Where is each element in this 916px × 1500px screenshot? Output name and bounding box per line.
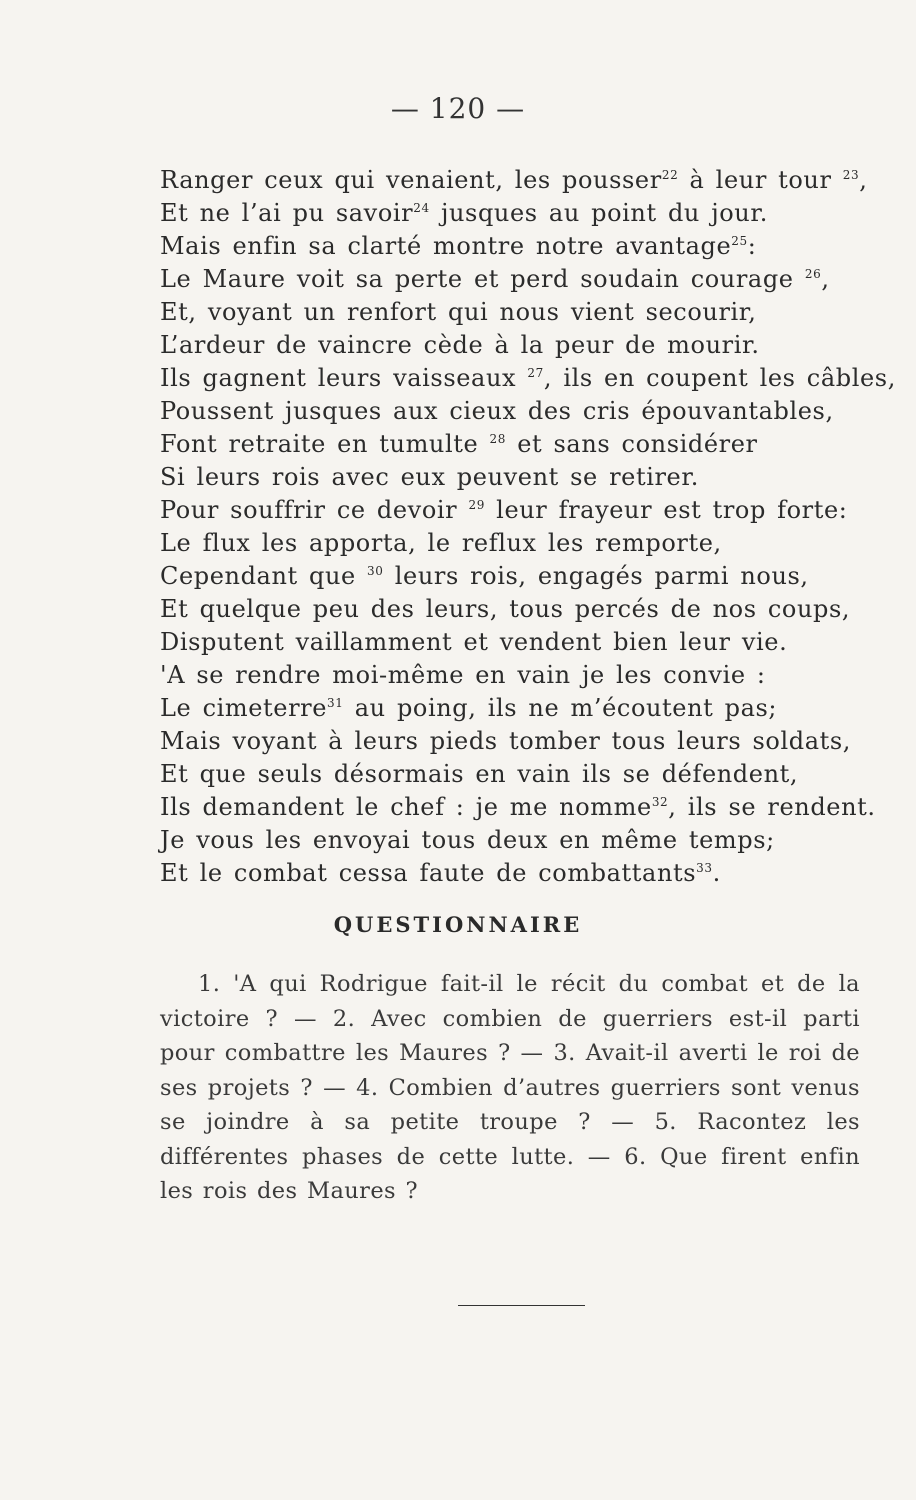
verse-line <box>160 692 850 725</box>
verse-text: 'A se rendre moi-même en vain je les convie : <box>160 661 766 689</box>
verse-line <box>160 428 850 461</box>
footnote-marker: 28 <box>489 432 507 446</box>
verse-text: Mais enfin sa clarté montre notre avantage <box>160 232 732 260</box>
footnote-marker: 23 <box>842 168 860 182</box>
verse-text: Poussent jusques aux cieux des cris épouvantables, <box>160 397 834 425</box>
questionnaire-text <box>160 967 860 1209</box>
footnote-marker: 25 <box>731 234 748 248</box>
verse-line <box>160 461 850 494</box>
verse-text: Et ne l’ai pu savoir <box>160 199 414 227</box>
verse-line <box>160 626 850 659</box>
verse-text-continued: à leur tour <box>678 166 843 194</box>
footnote-marker: 33 <box>696 861 713 875</box>
verse-text: Disputent vaillamment et vendent bien leur vie. <box>160 628 788 656</box>
verse-line <box>160 560 850 593</box>
verse-text: Et que seuls désormais en vain ils se défendent, <box>160 760 799 788</box>
verse-line <box>160 296 850 329</box>
footnote-marker: 27 <box>527 366 544 380</box>
verse-text-continued: leurs rois, engagés parmi nous, <box>383 562 809 590</box>
verse-line <box>160 494 850 527</box>
verse-text: Ranger ceux qui venaient, les pousser <box>160 166 662 194</box>
verse-text-continued: , <box>859 166 868 194</box>
verse-line <box>160 758 850 791</box>
verse-line <box>160 263 850 296</box>
verse-text-continued: , <box>821 265 830 293</box>
questionnaire-body: 1. 'A qui Rodrigue fait-il le récit du combat et de la victoire ? — 2. Avec combien de guerriers est-il parti pour combattre les Maures ? — 3. Avait-il averti le roi de ses projets ? — 4. Combien d’autres guerriers sont venus se joindre à sa petite troupe ? — 5. Racontez les différentes phases de cette lutte. — 6. Que firent enfin les rois des Maures ? <box>160 971 860 1204</box>
verse-line <box>160 395 850 428</box>
verse-text: Le cimeterre <box>160 694 328 722</box>
verse-line <box>160 329 850 362</box>
verse-text: Le flux les apporta, le reflux les remporte, <box>160 529 722 557</box>
verse-text-continued: , ils se rendent. <box>668 793 876 821</box>
footnote-marker: 26 <box>804 267 822 281</box>
verse-text: Et le combat cessa faute de combattants <box>160 859 697 887</box>
verse-text: L’ardeur de vaincre cède à la peur de mourir. <box>160 331 760 359</box>
verse-text-continued: jusques au point du jour. <box>429 199 769 227</box>
verse-text: Et quelque peu des leurs, tous percés de nos coups, <box>160 595 851 623</box>
verse-text: Ils demandent le chef : je me nomme <box>160 793 652 821</box>
poem <box>160 164 896 890</box>
verse-text: Et, voyant un renfort qui nous vient secourir, <box>160 298 757 326</box>
footnote-marker: 22 <box>661 168 679 182</box>
page-number: — 120 — <box>390 92 526 125</box>
verse-text: Le Maure voit sa perte et perd soudain courage <box>160 265 805 293</box>
verse-text: Ils gagnent leurs vaisseaux <box>160 364 528 392</box>
verse-line <box>160 362 896 395</box>
verse-text-continued: et sans considérer <box>506 430 758 458</box>
footnote-marker: 30 <box>367 564 384 578</box>
verse-line <box>160 164 868 197</box>
end-rule <box>458 1305 585 1306</box>
verse-text: Je vous les envoyai tous deux en même temps; <box>160 826 775 854</box>
verse-text-continued: au poing, ils ne m’écoutent pas; <box>343 694 778 722</box>
footnote-marker: 31 <box>327 696 344 710</box>
footnote-marker: 24 <box>413 201 430 215</box>
footnote-marker: 29 <box>468 498 485 512</box>
verse-line <box>160 593 850 626</box>
verse-line <box>160 230 850 263</box>
verse-text: Pour souffrir ce devoir <box>160 496 469 524</box>
verse-text: Cependant que <box>160 562 368 590</box>
verse-line <box>160 527 850 560</box>
verse-text: Font retraite en tumulte <box>160 430 490 458</box>
questionnaire-heading: QUESTIONNAIRE <box>333 912 583 937</box>
verse-text-continued: : <box>747 232 757 260</box>
verse-text: Si leurs rois avec eux peuvent se retirer. <box>160 463 700 491</box>
verse-line <box>160 725 850 758</box>
verse-line <box>160 791 876 824</box>
footnote-marker: 32 <box>651 795 669 809</box>
verse-line <box>160 824 850 857</box>
verse-text: Mais voyant à leurs pieds tomber tous leurs soldats, <box>160 727 852 755</box>
verse-text-continued: leur frayeur est trop forte: <box>484 496 848 524</box>
verse-text-continued: , ils en coupent les câbles, <box>543 364 896 392</box>
verse-line <box>160 659 850 692</box>
verse-line <box>160 197 850 230</box>
verse-text-continued: . <box>712 859 721 887</box>
verse-line <box>160 857 850 890</box>
